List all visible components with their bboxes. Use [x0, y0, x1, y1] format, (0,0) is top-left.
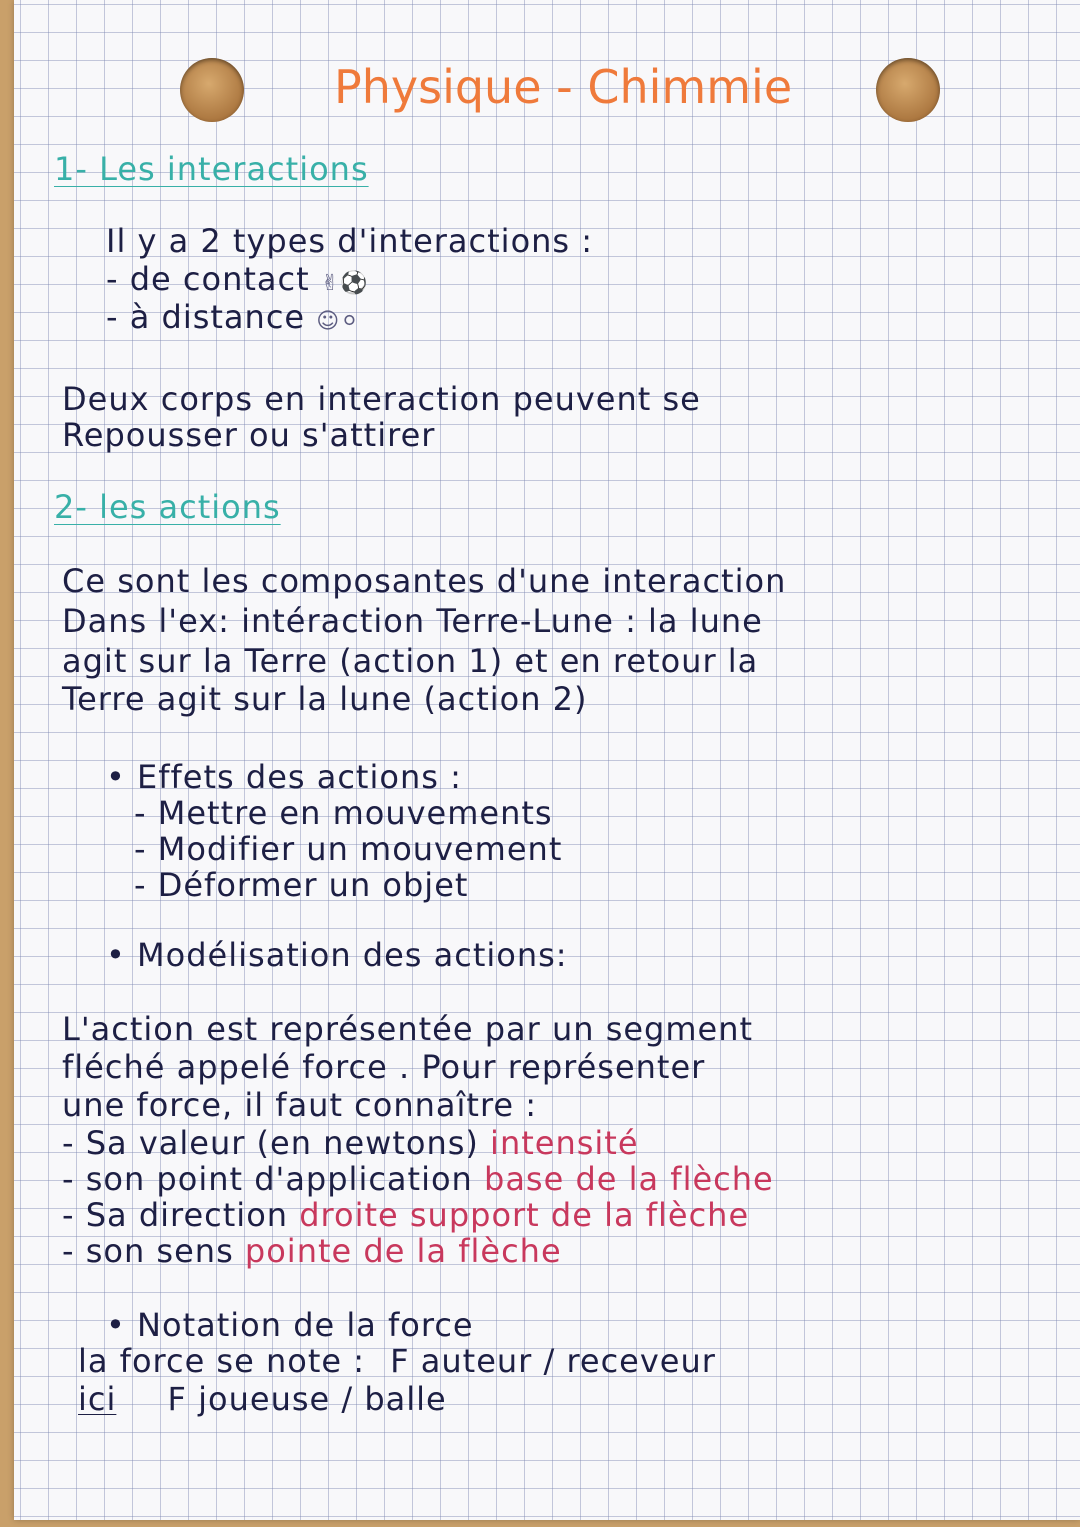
example-label: ici: [78, 1380, 117, 1418]
force-property: [62, 1232, 562, 1270]
interaction-type-label: - à distance: [106, 298, 306, 336]
property-label: - son point d'application: [62, 1160, 473, 1198]
force-property: [62, 1160, 774, 1198]
section1-paragraph-line: Deux corps en interaction peuvent se: [62, 380, 701, 418]
model-paragraph-line: une force, il faut connaître :: [62, 1086, 538, 1124]
page-title: Physique - Chimmie: [334, 60, 793, 114]
force-property: [62, 1196, 749, 1234]
interaction-type-distance: [106, 298, 360, 336]
property-label: - son sens: [62, 1232, 234, 1270]
force-property: [62, 1124, 639, 1162]
section1-paragraph-line: Repousser ou s'attirer: [62, 416, 436, 454]
property-label: - Sa direction: [62, 1196, 289, 1234]
interaction-type-contact: [106, 260, 369, 298]
example-line: [78, 1380, 447, 1418]
example-formula: F joueuse / balle: [167, 1380, 447, 1418]
notation-line: [78, 1342, 716, 1380]
property-note: base de la flèche: [484, 1160, 774, 1198]
notebook-page: [14, 0, 1080, 1520]
section1-intro: Il y a 2 types d'interactions :: [106, 222, 594, 260]
property-note: pointe de la flèche: [244, 1232, 562, 1270]
effects-title: • Effets des actions :: [106, 758, 462, 796]
section1-heading: 1- Les interactions: [54, 150, 369, 188]
binder-hole-left: [180, 58, 244, 122]
section2-paragraph-line: Terre agit sur la lune (action 2): [62, 680, 588, 718]
section2-paragraph-line: Ce sont les composantes d'une interaction: [62, 562, 787, 600]
section2-heading: 2- les actions: [54, 488, 281, 526]
notation-text: la force se note :: [78, 1342, 365, 1380]
model-paragraph-line: L'action est représentée par un segment: [62, 1010, 754, 1048]
model-title: • Modélisation des actions:: [106, 936, 568, 974]
notation-formula: F auteur / receveur: [390, 1342, 716, 1380]
section2-paragraph-line: Dans l'ex: intéraction Terre-Lune : la lune: [62, 602, 763, 640]
binder-hole-right: [876, 58, 940, 122]
notation-title: • Notation de la force: [106, 1306, 474, 1344]
property-note: droite support de la flèche: [299, 1196, 750, 1234]
section2-paragraph-line: agit sur la Terre (action 1) et en retour la: [62, 642, 759, 680]
magnet-doodle-icon: ☺⚪: [316, 309, 360, 334]
property-label: - Sa valeur (en newtons): [62, 1124, 479, 1162]
property-note: intensité: [490, 1124, 639, 1162]
effect-item: - Modifier un mouvement: [134, 830, 563, 868]
interaction-type-label: - de contact: [106, 260, 310, 298]
model-paragraph-line: fléché appelé force . Pour représenter: [62, 1048, 706, 1086]
contact-doodle-icon: ✌⚽: [320, 271, 369, 296]
effect-item: - Déformer un objet: [134, 866, 469, 904]
effect-item: - Mettre en mouvements: [134, 794, 553, 832]
